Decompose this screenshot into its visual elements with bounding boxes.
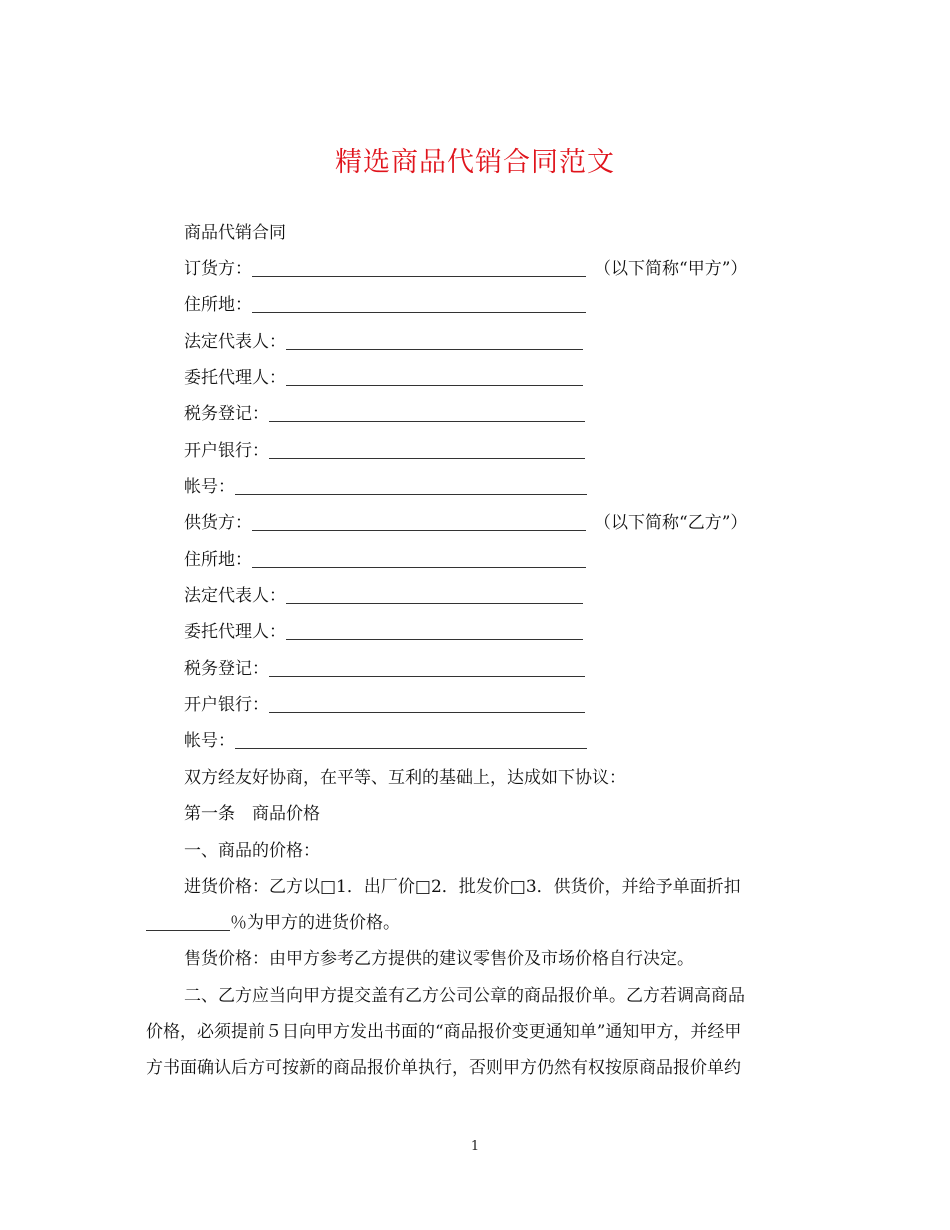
party-a-legal-rep-label: 法定代表人： <box>184 332 286 352</box>
party-b-address-row <box>184 549 586 571</box>
party-b-account-blank[interactable] <box>235 732 587 749</box>
party-b-bank-row <box>184 694 585 716</box>
agreement-statement: 双方经友好协商，在平等、互利的基础上，达成如下协议： <box>184 768 626 788</box>
party-a-address-label: 住所地： <box>184 295 252 315</box>
item-2-line-3: 方书面确认后方可按新的商品报价单执行，否则甲方仍然有权按原商品报价单约 <box>146 1058 741 1078</box>
party-b-supplier-row <box>184 512 747 534</box>
party-b-agent-blank[interactable] <box>286 623 583 640</box>
party-a-tax-label: 税务登记： <box>184 404 269 424</box>
item-2-line-2: 价格，必须提前５日向甲方发出书面的“商品报价变更通知单”通知甲方，并经甲 <box>146 1022 742 1042</box>
party-b-supplier-blank[interactable] <box>252 514 586 531</box>
document-title: 精选商品代销合同范文 <box>335 147 615 178</box>
party-b-legal-rep-label: 法定代表人： <box>184 586 286 606</box>
party-b-supplier-suffix: （以下简称“乙方”） <box>594 513 748 533</box>
sale-price-line: 售货价格：由甲方参考乙方提供的建议零售价及市场价格自行决定。 <box>184 949 694 969</box>
party-a-account-blank[interactable] <box>235 478 587 495</box>
party-a-buyer-row <box>184 258 747 280</box>
party-b-bank-blank[interactable] <box>269 696 585 713</box>
party-a-tax-row <box>184 403 585 425</box>
party-a-buyer-label: 订货方： <box>184 259 252 279</box>
item-1-heading: 一、商品的价格： <box>184 841 320 861</box>
party-a-legal-rep-blank[interactable] <box>286 333 583 350</box>
party-a-bank-label: 开户银行： <box>184 441 269 461</box>
party-a-legal-rep-row <box>184 331 583 353</box>
party-b-address-blank[interactable] <box>252 551 586 568</box>
party-a-address-blank[interactable] <box>252 296 586 313</box>
party-b-legal-rep-blank[interactable] <box>286 587 583 604</box>
purchase-price-line-2-row <box>146 912 400 934</box>
party-b-agent-row <box>184 621 583 643</box>
party-b-account-label: 帐号： <box>184 731 235 751</box>
party-b-agent-label: 委托代理人： <box>184 622 286 642</box>
party-a-buyer-blank[interactable] <box>252 260 586 277</box>
discount-blank[interactable] <box>146 914 230 931</box>
party-a-bank-blank[interactable] <box>269 442 585 459</box>
purchase-price-line-2: ％为甲方的进货价格。 <box>230 913 400 933</box>
party-a-buyer-suffix: （以下简称“甲方”） <box>594 259 748 279</box>
party-a-bank-row <box>184 440 585 462</box>
item-2-line-1: 二、乙方应当向甲方提交盖有乙方公司公章的商品报价单。乙方若调高商品 <box>184 986 745 1006</box>
party-a-agent-blank[interactable] <box>286 369 583 386</box>
party-a-account-label: 帐号： <box>184 477 235 497</box>
party-b-supplier-label: 供货方： <box>184 513 252 533</box>
party-a-agent-label: 委托代理人： <box>184 368 286 388</box>
party-b-address-label: 住所地： <box>184 550 252 570</box>
party-b-tax-row <box>184 658 585 680</box>
party-b-tax-blank[interactable] <box>269 660 585 677</box>
party-a-account-row <box>184 476 587 498</box>
party-b-tax-label: 税务登记： <box>184 659 269 679</box>
party-a-address-row <box>184 294 586 316</box>
purchase-price-line-1: 进货价格：乙方以□1．出厂价□2．批发价□3．供货价，并给予单面折扣 <box>184 877 741 897</box>
party-b-account-row <box>184 730 587 752</box>
party-a-tax-blank[interactable] <box>269 405 585 422</box>
contract-subtitle: 商品代销合同 <box>184 223 286 243</box>
party-b-bank-label: 开户银行： <box>184 695 269 715</box>
party-b-legal-rep-row <box>184 585 583 607</box>
page-number: 1 <box>470 1139 480 1154</box>
party-a-agent-row <box>184 367 583 389</box>
article-1-heading: 第一条 商品价格 <box>184 804 320 824</box>
